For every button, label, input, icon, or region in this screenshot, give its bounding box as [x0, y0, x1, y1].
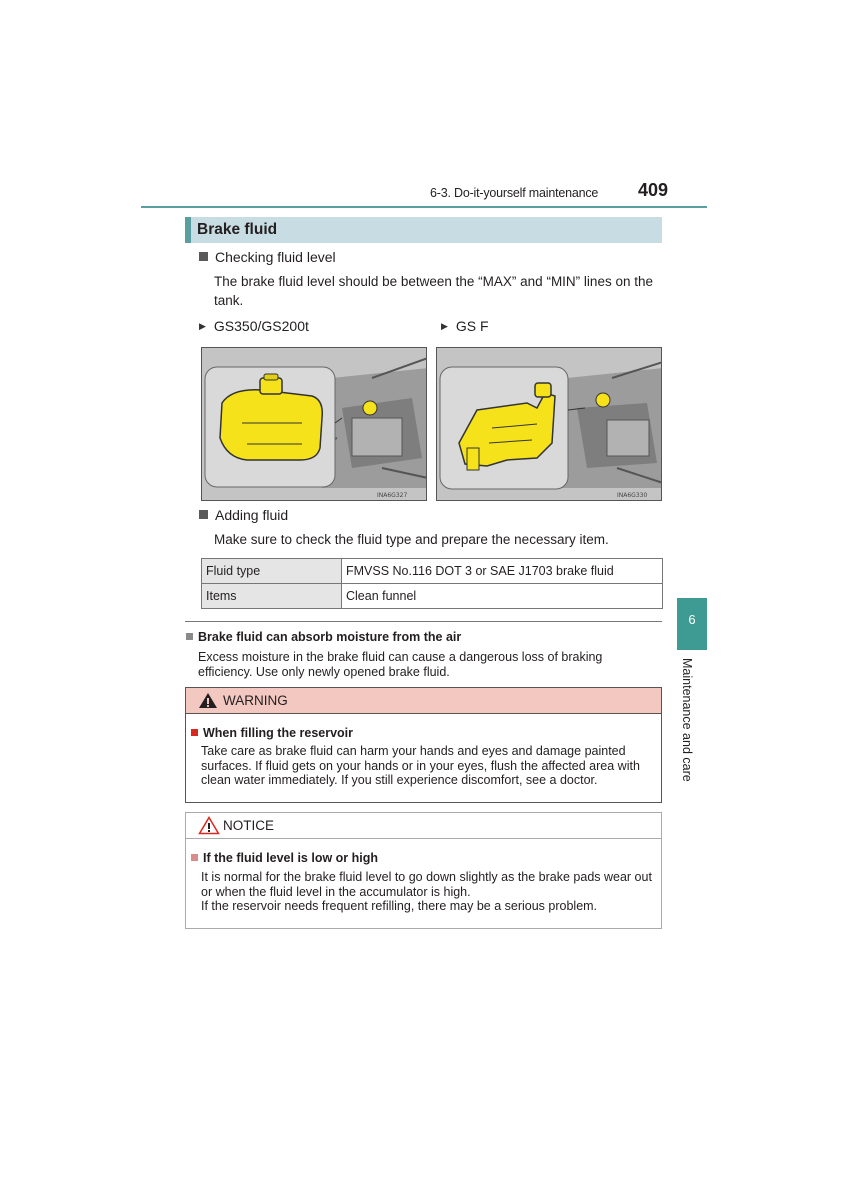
square-bullet-icon: [199, 252, 208, 261]
table-value: FMVSS No.116 DOT 3 or SAE J1703 brake fluid: [342, 559, 663, 584]
table-row: [202, 559, 663, 584]
warning-subheading: When filling the reservoir: [191, 726, 353, 740]
notice-title: NOTICE: [223, 818, 275, 833]
adding-text: Make sure to check the fluid type and prepare the necessary item.: [214, 532, 609, 547]
warning-header: [186, 688, 661, 714]
checking-text: The brake fluid level should be between the “MAX” and “MIN” lines on the tank.: [214, 274, 653, 308]
table-key: Items: [202, 584, 342, 609]
checking-heading: Checking fluid level: [199, 249, 336, 265]
square-bullet-icon: [199, 510, 208, 519]
page-number: 409: [638, 180, 669, 200]
figure-code: INA6G327: [377, 492, 408, 499]
model-label-1: ▶ GS350/GS200t: [199, 318, 309, 334]
notice-text: [201, 870, 657, 914]
triangle-bullet-icon: ▶: [199, 321, 206, 331]
adding-heading: Adding fluid: [199, 507, 288, 523]
section-title: Brake fluid: [197, 221, 278, 238]
notice-box: [185, 812, 662, 929]
table-row: [202, 584, 663, 609]
notice-line: If the reservoir needs frequent refilling, there may be a serious problem.: [201, 899, 598, 913]
figure-code: INA6G330: [617, 492, 648, 499]
figure-gs350-reservoir: [201, 347, 427, 501]
chapter-tab[interactable]: 6: [677, 598, 707, 650]
notice-header: [186, 813, 661, 839]
running-header-section: 6-3. Do-it-yourself maintenance: [430, 186, 599, 200]
table-value: Clean funnel: [342, 584, 663, 609]
square-bullet-icon: [191, 729, 198, 736]
notice-line: It is normal for the brake fluid level to go down slightly as the brake pads wear out or when the fluid level in the accumulator is high.: [201, 870, 652, 899]
square-bullet-icon: [186, 633, 193, 640]
notice-subheading: If the fluid level is low or high: [191, 851, 378, 865]
warning-text: Take care as brake fluid can harm your hands and eyes and damage painted surfaces. If fluid gets on your hands or in your eyes, flush the affected area with clean water immediately. If you still experience discomfort, see a doctor.: [201, 744, 640, 787]
header-rule: [141, 206, 707, 208]
note-text: Excess moisture in the brake fluid can cause a dangerous loss of braking efficiency. Use only newly opened brake fluid.: [198, 650, 603, 679]
section-title-bar: [185, 217, 662, 243]
section-divider: [185, 621, 662, 622]
figure-gsf-reservoir: [436, 347, 662, 501]
warning-box: [185, 687, 662, 803]
triangle-bullet-icon: ▶: [441, 321, 448, 331]
note-heading: Brake fluid can absorb moisture from the air: [186, 630, 461, 644]
model-label-2: ▶ GS F: [441, 318, 489, 334]
warning-title: WARNING: [223, 693, 288, 708]
square-bullet-icon: [191, 854, 198, 861]
warning-triangle-icon: [198, 692, 218, 709]
table-key: Fluid type: [202, 559, 342, 584]
caution-triangle-icon: [198, 816, 220, 835]
fluid-spec-table: [201, 558, 663, 609]
chapter-label: Maintenance and care: [680, 658, 694, 782]
